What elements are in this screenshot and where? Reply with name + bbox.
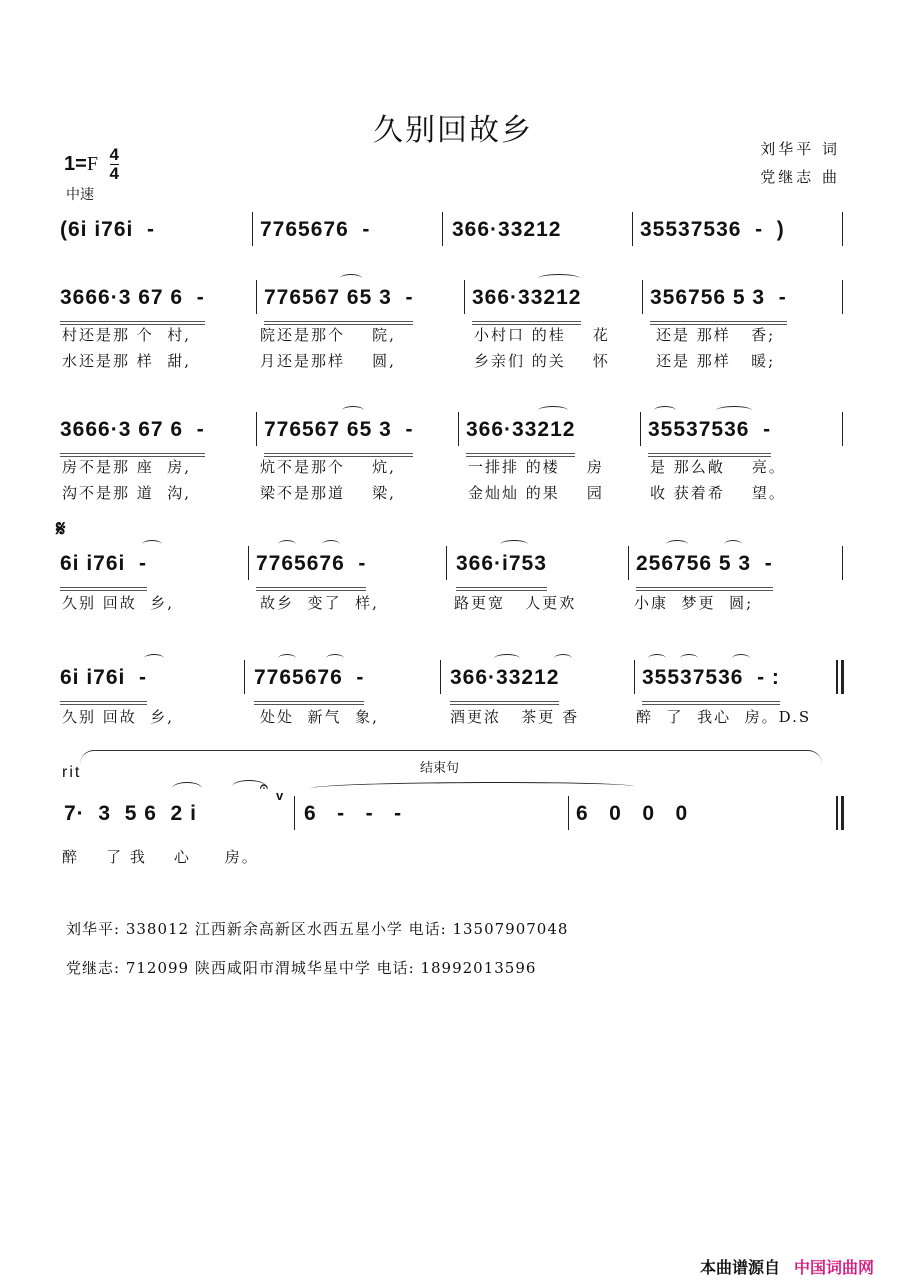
lyric-line: 久别 回故 乡,	[62, 708, 175, 726]
barline	[842, 280, 843, 314]
tie	[310, 782, 634, 793]
slur	[680, 654, 698, 663]
lyric-line: 处处 新气 象,	[260, 708, 379, 726]
lyric-line: 还是 那样 香;	[656, 326, 776, 344]
slur	[500, 540, 528, 549]
barline	[458, 412, 459, 446]
measure: 356756 5 3 -	[650, 286, 787, 325]
measure: 6i i76i -	[60, 552, 147, 591]
slur	[538, 406, 568, 415]
lyric-line: 醉 了 我 心 房。	[62, 848, 259, 866]
lyric-line: 是 那么敞 亮。	[650, 458, 786, 476]
barline	[632, 212, 633, 246]
measure: 7765676 -	[254, 666, 364, 705]
barline	[640, 412, 641, 446]
lyric-line: 梁不是那道 梁,	[260, 484, 396, 502]
slur	[724, 540, 742, 549]
barline	[628, 546, 629, 580]
barline	[294, 796, 295, 830]
slur	[538, 274, 580, 283]
measure: 776567 65 3 -	[264, 418, 413, 457]
lyric-line: 故乡 变了 样,	[260, 594, 379, 612]
barline	[256, 412, 257, 446]
measure: 7765676 -	[260, 218, 371, 241]
slur	[732, 654, 750, 663]
lyric-line: 酒更浓 茶更 香	[450, 708, 580, 726]
barline	[842, 412, 843, 446]
lyric-line: 炕不是那个 炕,	[260, 458, 396, 476]
measure: 366·33212	[472, 286, 581, 325]
measure: 366·33212	[452, 218, 562, 241]
lyric-line: 醉 了 我心 房。D.S	[636, 708, 812, 726]
measure: 35537536 -	[648, 418, 771, 457]
slur	[494, 654, 520, 663]
barline	[446, 546, 447, 580]
lyric-line: 金灿灿 的果 园	[468, 484, 604, 502]
key-signature: 1=F $\frac{4}{4}$	[64, 145, 119, 183]
lyric-line: 村还是那 个 村,	[62, 326, 192, 344]
source-attribution: 本曲谱源自 中国词曲网	[700, 1260, 875, 1277]
lyric-line: 小村口 的桂 花	[474, 326, 610, 344]
rit-marking: rit	[62, 764, 82, 781]
lyric-line: 乡亲们 的关 怀	[474, 352, 610, 370]
final-barline	[841, 796, 844, 830]
slur	[654, 406, 676, 415]
slur	[326, 654, 344, 663]
barline	[252, 212, 253, 246]
source-brand-link[interactable]: 中国词曲网	[794, 1260, 875, 1277]
lyricist-credit: 刘华平 词	[760, 140, 840, 158]
lyric-line: 沟不是那 道 沟,	[62, 484, 192, 502]
barline	[248, 546, 249, 580]
measure: 366·33212	[466, 418, 575, 457]
lyric-line: 还是 那样 暖;	[656, 352, 776, 370]
barline	[244, 660, 245, 694]
barline	[440, 660, 441, 694]
barline	[634, 660, 635, 694]
lyric-line: 房不是那 座 房,	[62, 458, 192, 476]
ending-label: 结束句	[420, 761, 460, 776]
repeat-end-barline	[836, 660, 838, 694]
lyric-line: 久别 回故 乡,	[62, 594, 175, 612]
measure: 6i i76i -	[60, 666, 147, 705]
measure: 6 - - -	[304, 802, 403, 825]
slur	[666, 540, 688, 549]
lyric-line: 一排排 的楼 房	[468, 458, 604, 476]
measure: 3666·3 67 6 -	[60, 418, 205, 457]
lyric-line: 小康 梦更 圆;	[634, 594, 754, 612]
measure: 3666·3 67 6 -	[60, 286, 205, 325]
slur	[142, 540, 162, 549]
measure: 366·i753	[456, 552, 547, 591]
barline	[256, 280, 257, 314]
lyric-line: 月还是那样 圆,	[260, 352, 396, 370]
tempo-marking: 中速	[66, 187, 94, 203]
slur	[172, 782, 202, 795]
measure: 7765676 -	[256, 552, 366, 591]
song-title: 久别回故乡	[373, 113, 533, 148]
slur	[278, 654, 296, 663]
measure: 256756 5 3 -	[636, 552, 773, 591]
barline	[842, 546, 843, 580]
barline	[568, 796, 569, 830]
measure: (6i i76i -	[60, 218, 156, 241]
slur	[278, 540, 296, 549]
barline	[642, 280, 643, 314]
measure: 6 0 0 0	[576, 802, 689, 825]
slur	[342, 406, 364, 415]
slur	[144, 654, 164, 663]
slur	[340, 274, 362, 283]
lyric-line: 院还是那个 院,	[260, 326, 396, 344]
lyric-line: 水还是那 样 甜,	[62, 352, 192, 370]
measure: 35537536 - :	[642, 666, 780, 705]
barline	[464, 280, 465, 314]
lyric-line: 路更宽 人更欢	[454, 594, 577, 612]
slur	[554, 654, 572, 663]
repeat-end-barline	[841, 660, 844, 694]
fermata-icon: 𝄐	[260, 778, 269, 794]
lyricist-contact: 刘华平: 338012 江西新余高新区水西五星小学 电话: 13507907048	[66, 920, 569, 938]
measure: 776567 65 3 -	[264, 286, 413, 325]
final-barline	[836, 796, 838, 830]
measure: 35537536 - )	[640, 218, 785, 241]
lyric-line: 收 获着希 望。	[650, 484, 786, 502]
barline	[842, 212, 843, 246]
composer-credit: 党继志 曲	[760, 168, 840, 186]
time-signature: $\frac{4}{4}$	[109, 145, 119, 183]
measure: 366·33212	[450, 666, 559, 705]
measure: 7· 3 5 6 2 i	[64, 802, 197, 825]
barline	[442, 212, 443, 246]
slur	[322, 540, 340, 549]
composer-contact: 党继志: 712099 陕西咸阳市渭城华星中学 电话: 18992013596	[66, 959, 537, 977]
slur	[648, 654, 666, 663]
breath-mark: v	[276, 788, 285, 803]
slur	[716, 406, 752, 415]
segno-sign: 𝄋	[56, 516, 66, 542]
